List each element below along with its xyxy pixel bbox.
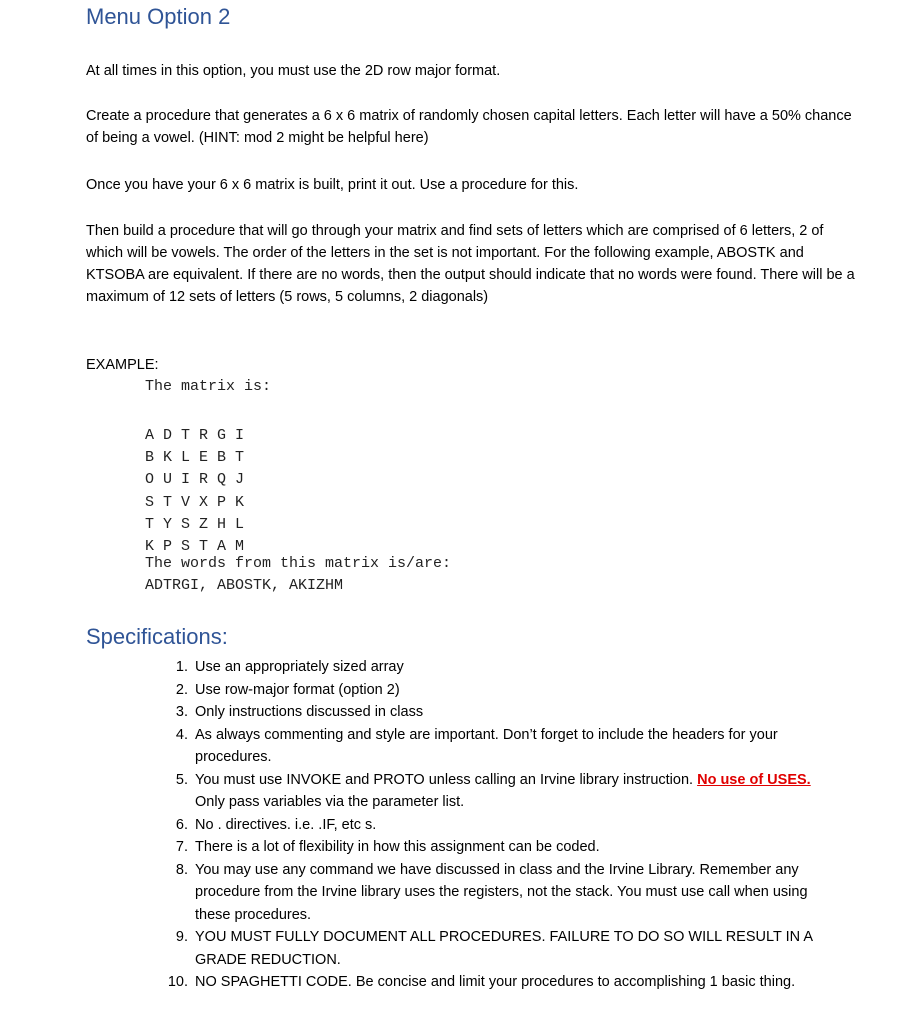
list-number: 2. [175, 681, 188, 698]
list-text: NO SPAGHETTI CODE. Be concise and limit your procedures to accomplishing 1 basic thing. [195, 974, 796, 990]
example-label: EXAMPLE: [86, 357, 159, 373]
matrix-row: B K L E B T [145, 449, 245, 467]
specifications-heading: Specifications: [86, 624, 228, 649]
matrix-row: K P S T A M [145, 537, 245, 555]
list-text: You may use any command we have discussed in class and the Irvine Library. Remember any procedure from the Irvine library uses the registers, not the stack. You must use call when using these procedures. [195, 861, 808, 923]
list-number: 5. [175, 771, 188, 788]
list-item [164, 836, 824, 859]
list-item [164, 656, 824, 679]
list-number: 1. [175, 659, 188, 675]
paragraph-format-rule: At all times in this option, you must use the 2D row major format. [86, 63, 501, 79]
matrix-row: T Y S Z H L [145, 515, 245, 533]
list-text: You must use INVOKE and PROTO unless calling an Irvine library instruction. [195, 771, 698, 788]
list-number: 3. [175, 704, 188, 720]
no-uses-warning: No use of USES. [697, 771, 811, 788]
list-item [164, 814, 824, 837]
list-item [164, 971, 824, 994]
matrix-row: A D T R G I [145, 427, 245, 444]
list-text: No . directives. i.e. .IF, etc s. [195, 816, 377, 833]
paragraph-print-matrix: Once you have your 6 x 6 matrix is built, print it out. Use a procedure for this. [86, 177, 579, 193]
paragraph-find-sets: Then build a procedure that will go through your matrix and find sets of letters which are comprised of 6 letters, 2 of which will be vowels. The order of the letters in the set is not important. For the following example, ABOSTK and KTSOBA are equivalent. If there are no words, then the output should indicate that no words were found. There will be a maximum of 12 sets of letters (5 rows, 5 columns, 2 diagonals) [86, 223, 855, 305]
list-item [164, 769, 824, 814]
list-text: Use an appropriately sized array [195, 659, 404, 675]
words-list: ADTRGI, ABOSTK, AKIZHM [145, 577, 344, 594]
list-item [164, 679, 824, 702]
matrix-row: S T V X P K [145, 493, 245, 511]
example-matrix [145, 425, 244, 558]
list-number: 7. [175, 839, 188, 855]
list-number: 8. [175, 861, 188, 878]
words-intro: The words from this matrix is/are: [145, 555, 452, 572]
list-text: Only instructions discussed in class [195, 704, 424, 720]
list-text: As always commenting and style are important. Don’t forget to include the headers for your procedures. [195, 726, 778, 765]
matrix-intro: The matrix is: [145, 378, 272, 395]
list-item [164, 926, 824, 971]
list-item [164, 724, 824, 769]
list-text: Only pass variables via the parameter list. [195, 794, 465, 810]
page-title: Menu Option 2 [86, 4, 231, 29]
list-number: 10. [167, 974, 188, 990]
list-item [164, 859, 824, 927]
paragraph-generate-matrix: Create a procedure that generates a 6 x 6 matrix of randomly chosen capital letters. Each letter will have a 50% chance of being a vowel. (HINT: mod 2 might be helpful here) [86, 108, 852, 146]
list-text: There is a lot of flexibility in how this assignment can be coded. [195, 839, 600, 855]
list-text: Use row-major format (option 2) [195, 681, 400, 698]
list-number: 6. [175, 816, 188, 833]
list-text: YOU MUST FULLY DOCUMENT ALL PROCEDURES. FAILURE TO DO SO WILL RESULT IN A GRADE REDUCTION. [195, 929, 813, 968]
matrix-row: O U I R Q J [145, 471, 245, 489]
list-item [164, 701, 824, 724]
list-number: 9. [175, 929, 188, 945]
specifications-list [164, 656, 824, 994]
list-number: 4. [175, 726, 188, 743]
